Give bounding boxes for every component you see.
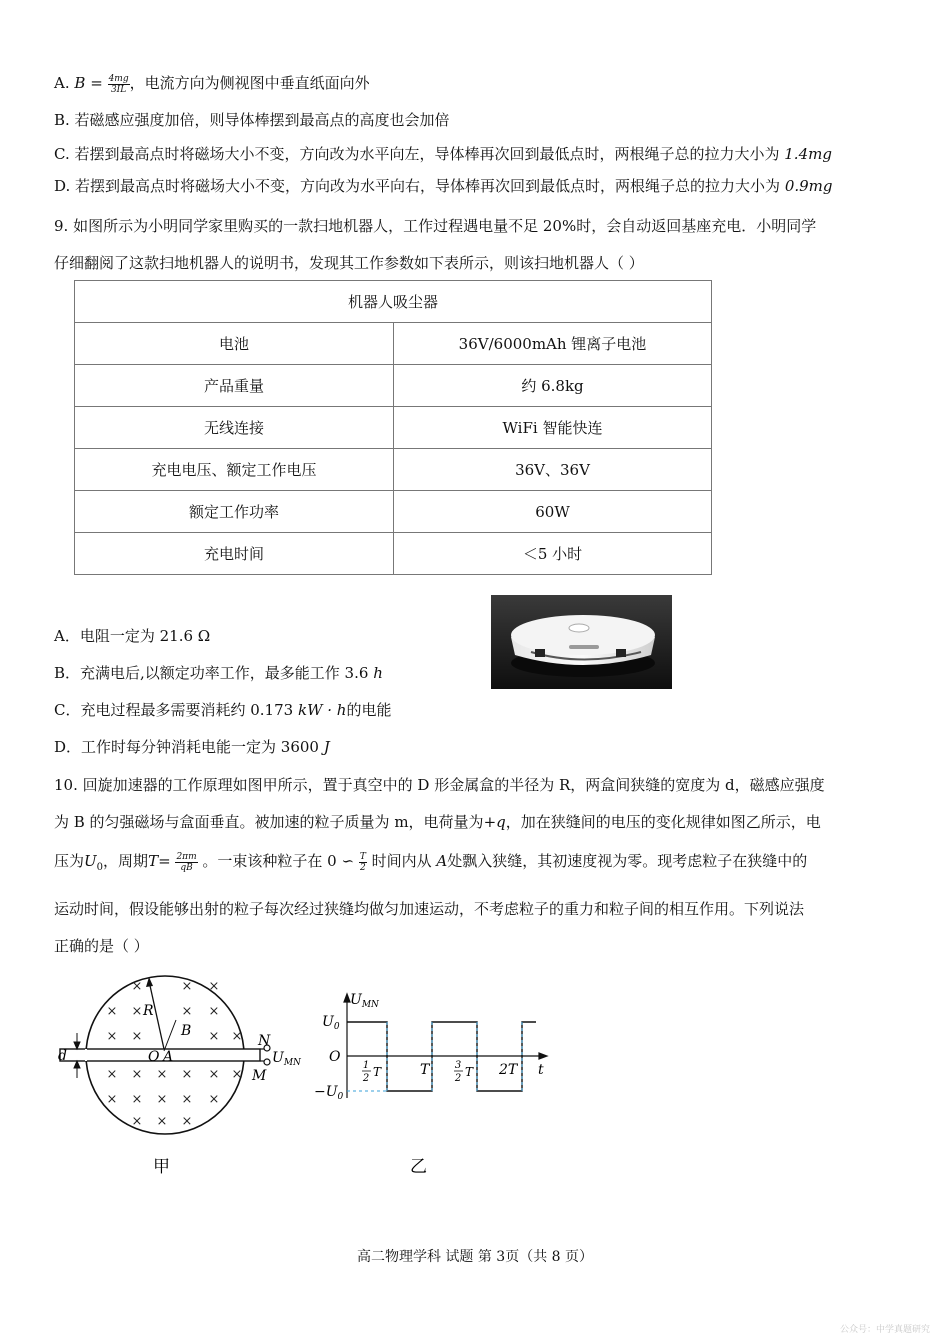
neg-u0-label: $-U_0$: [314, 1084, 344, 1102]
robot-vacuum-image: [491, 595, 672, 689]
table-label: 额定工作功率: [75, 491, 394, 533]
robot-spec-table: [74, 280, 712, 575]
table-row: [75, 365, 712, 407]
svg-text:1: 1: [362, 1060, 370, 1071]
q8-option-c: C. 若摆到最高点时将磁场大小不变，方向改为水平向左，导体棒再次回到最低点时，两根绳子总的拉力大小为 1.4mg: [54, 145, 832, 163]
cross-mark: ×: [106, 1092, 118, 1107]
robot-vacuum-photo: [491, 595, 672, 689]
q9-option-a: A．电阻一定为 21.6 Ω: [54, 627, 211, 645]
axis-x-label: t: [538, 1062, 544, 1078]
q9-option-d: D．工作时每分钟消耗电能一定为 3600 J: [54, 738, 330, 756]
cross-mark: ×: [181, 1114, 193, 1129]
cross-mark: ×: [208, 1029, 220, 1044]
cross-mark: ×: [106, 1029, 118, 1044]
tick-2T: 2T: [499, 1062, 518, 1078]
watermark: 公众号：中学真题研究: [839, 1325, 930, 1335]
label-O: O: [148, 1049, 160, 1065]
cross-mark: ×: [156, 1114, 168, 1129]
cross-mark: ×: [231, 1067, 243, 1082]
q9-option-c: C．充电过程最多需要消耗约 0.173 kW · h的电能: [54, 701, 392, 719]
svg-text:T: T: [464, 1065, 474, 1079]
cross-mark: ×: [181, 979, 193, 994]
table-value: 36V/6000mAh 锂离子电池: [394, 323, 712, 365]
q8-a-fraction: $\frac{4mg}{3IL}$: [108, 73, 129, 95]
half-period-fraction: $\frac{T}{2}$: [359, 851, 366, 873]
q10-stem-line2: 为 B 的匀强磁场与盒面垂直。被加速的粒子质量为 m，电荷量为+q，加在狭缝间的电压的变化规律如图乙所示，电: [54, 813, 821, 831]
table-value: 36V、36V: [394, 449, 712, 491]
table-row: [75, 449, 712, 491]
table-title: 机器人吸尘器: [75, 281, 712, 323]
label-N: N: [258, 1033, 271, 1049]
q10-stem-line5: 正确的是（ ）: [54, 937, 149, 955]
particle-path-line: [164, 1020, 176, 1051]
q8-option-d: D. 若摆到最高点时将磁场大小不变，方向改为水平向右，导体棒再次回到最低点时，两根绳子总的拉力大小为 0.9mg: [54, 177, 833, 195]
page-footer: 高二物理学科 试题 第 3页（共 8 页）: [356, 1249, 594, 1265]
d-box-circle: [60, 976, 260, 1134]
q10-stem-line3: 压为$U_0$，周期T= $\frac{2\pi m}{qB}$ 。一束该种粒子在 0 ∽ $\frac{T}{2}$ 时间内从 A处飘入狭缝，其初速度视为零。现考虑粒子在狭缝中的: [54, 851, 808, 873]
cross-mark: ×: [208, 1004, 220, 1019]
label-d: d: [58, 1048, 67, 1064]
q9-stem-line1: 9. 如图所示为小明同学家里购买的一款扫地机器人，工作过程遇电量不足 20%时，会自动返回基座充电．小明同学: [54, 217, 817, 235]
origin-label: O: [329, 1049, 341, 1065]
cross-mark: ×: [208, 1067, 220, 1082]
table-label: 充电电压、额定工作电压: [75, 449, 394, 491]
q10-stem-line4: 运动时间，假设能够出射的粒子每次经过狭缝均做匀加速运动，不考虑粒子的重力和粒子间的相互作用。下列说法: [54, 900, 805, 918]
table-value: WiFi 智能快连: [394, 407, 712, 449]
cross-mark: ×: [106, 1004, 118, 1019]
cross-mark: ×: [131, 1004, 143, 1019]
label-A: A: [163, 1049, 174, 1065]
table-row: [75, 533, 712, 575]
table-row: [75, 491, 712, 533]
q9-option-b: B．充满电后,以额定功率工作，最多能工作 3.6 h: [54, 664, 383, 682]
cross-mark: ×: [131, 1114, 143, 1129]
figure-caption-jia: 甲: [153, 1157, 170, 1177]
table-label: 产品重量: [75, 365, 394, 407]
cross-mark: ×: [208, 1092, 220, 1107]
cross-mark: ×: [156, 1092, 168, 1107]
table-label: 无线连接: [75, 407, 394, 449]
q9-stem-line2: 仔细翻阅了这款扫地机器人的说明书，发现其工作参数如下表所示，则该扫地机器人（ ）: [54, 254, 644, 272]
q10-stem-line1: 10. 回旋加速器的工作原理如图甲所示，置于真空中的 D 形金属盒的半径为 R，两盒间狭缝的宽度为 d，磁感应强度: [54, 776, 825, 794]
cross-mark: ×: [131, 1092, 143, 1107]
cross-mark: ×: [131, 979, 143, 994]
cross-mark: ×: [231, 1029, 243, 1044]
u0-label: $U_0$: [322, 1014, 340, 1032]
table-label: 充电时间: [75, 533, 394, 575]
table-row: [75, 323, 712, 365]
figure-caption-yi: 乙: [410, 1157, 427, 1177]
voltage-waveform-figure: [310, 990, 560, 1180]
svg-text:2: 2: [362, 1073, 370, 1084]
table-value: ＜5 小时: [394, 533, 712, 575]
cross-mark: ×: [181, 1004, 193, 1019]
label-R: R: [143, 1003, 154, 1019]
cross-mark: ×: [181, 1092, 193, 1107]
tick-three-half-T: [454, 1060, 474, 1084]
label-M: M: [252, 1068, 267, 1084]
table-value: 60W: [394, 491, 712, 533]
cross-mark: ×: [208, 979, 220, 994]
tick-T: T: [420, 1062, 430, 1078]
q8-option-b: B. 若磁感应强度加倍，则导体棒摆到最高点的高度也会加倍: [54, 111, 450, 129]
cross-mark: ×: [131, 1067, 143, 1082]
cross-mark: ×: [181, 1067, 193, 1082]
cross-mark: ×: [131, 1029, 143, 1044]
svg-text:3: 3: [454, 1060, 462, 1071]
axis-y-label: $U_{MN}$: [350, 992, 379, 1010]
svg-text:T: T: [372, 1065, 382, 1079]
cross-mark: ×: [106, 1067, 118, 1082]
cross-mark: ×: [156, 1067, 168, 1082]
table-title-row: [75, 281, 712, 323]
table-row: [75, 407, 712, 449]
tick-half-T: [362, 1060, 382, 1084]
q8-option-a: A. B = $\frac{4mg}{3IL}$ ，电流方向为侧视图中垂直纸面向外: [54, 73, 370, 95]
svg-text:2: 2: [454, 1073, 462, 1084]
cyclotron-figure: [50, 965, 320, 1180]
period-fraction: $\frac{2\pi m}{qB}$: [176, 851, 197, 873]
label-U: $U_{MN}$: [272, 1050, 301, 1068]
label-B: B: [181, 1023, 192, 1039]
table-value: 约 6.8kg: [394, 365, 712, 407]
table-label: 电池: [75, 323, 394, 365]
